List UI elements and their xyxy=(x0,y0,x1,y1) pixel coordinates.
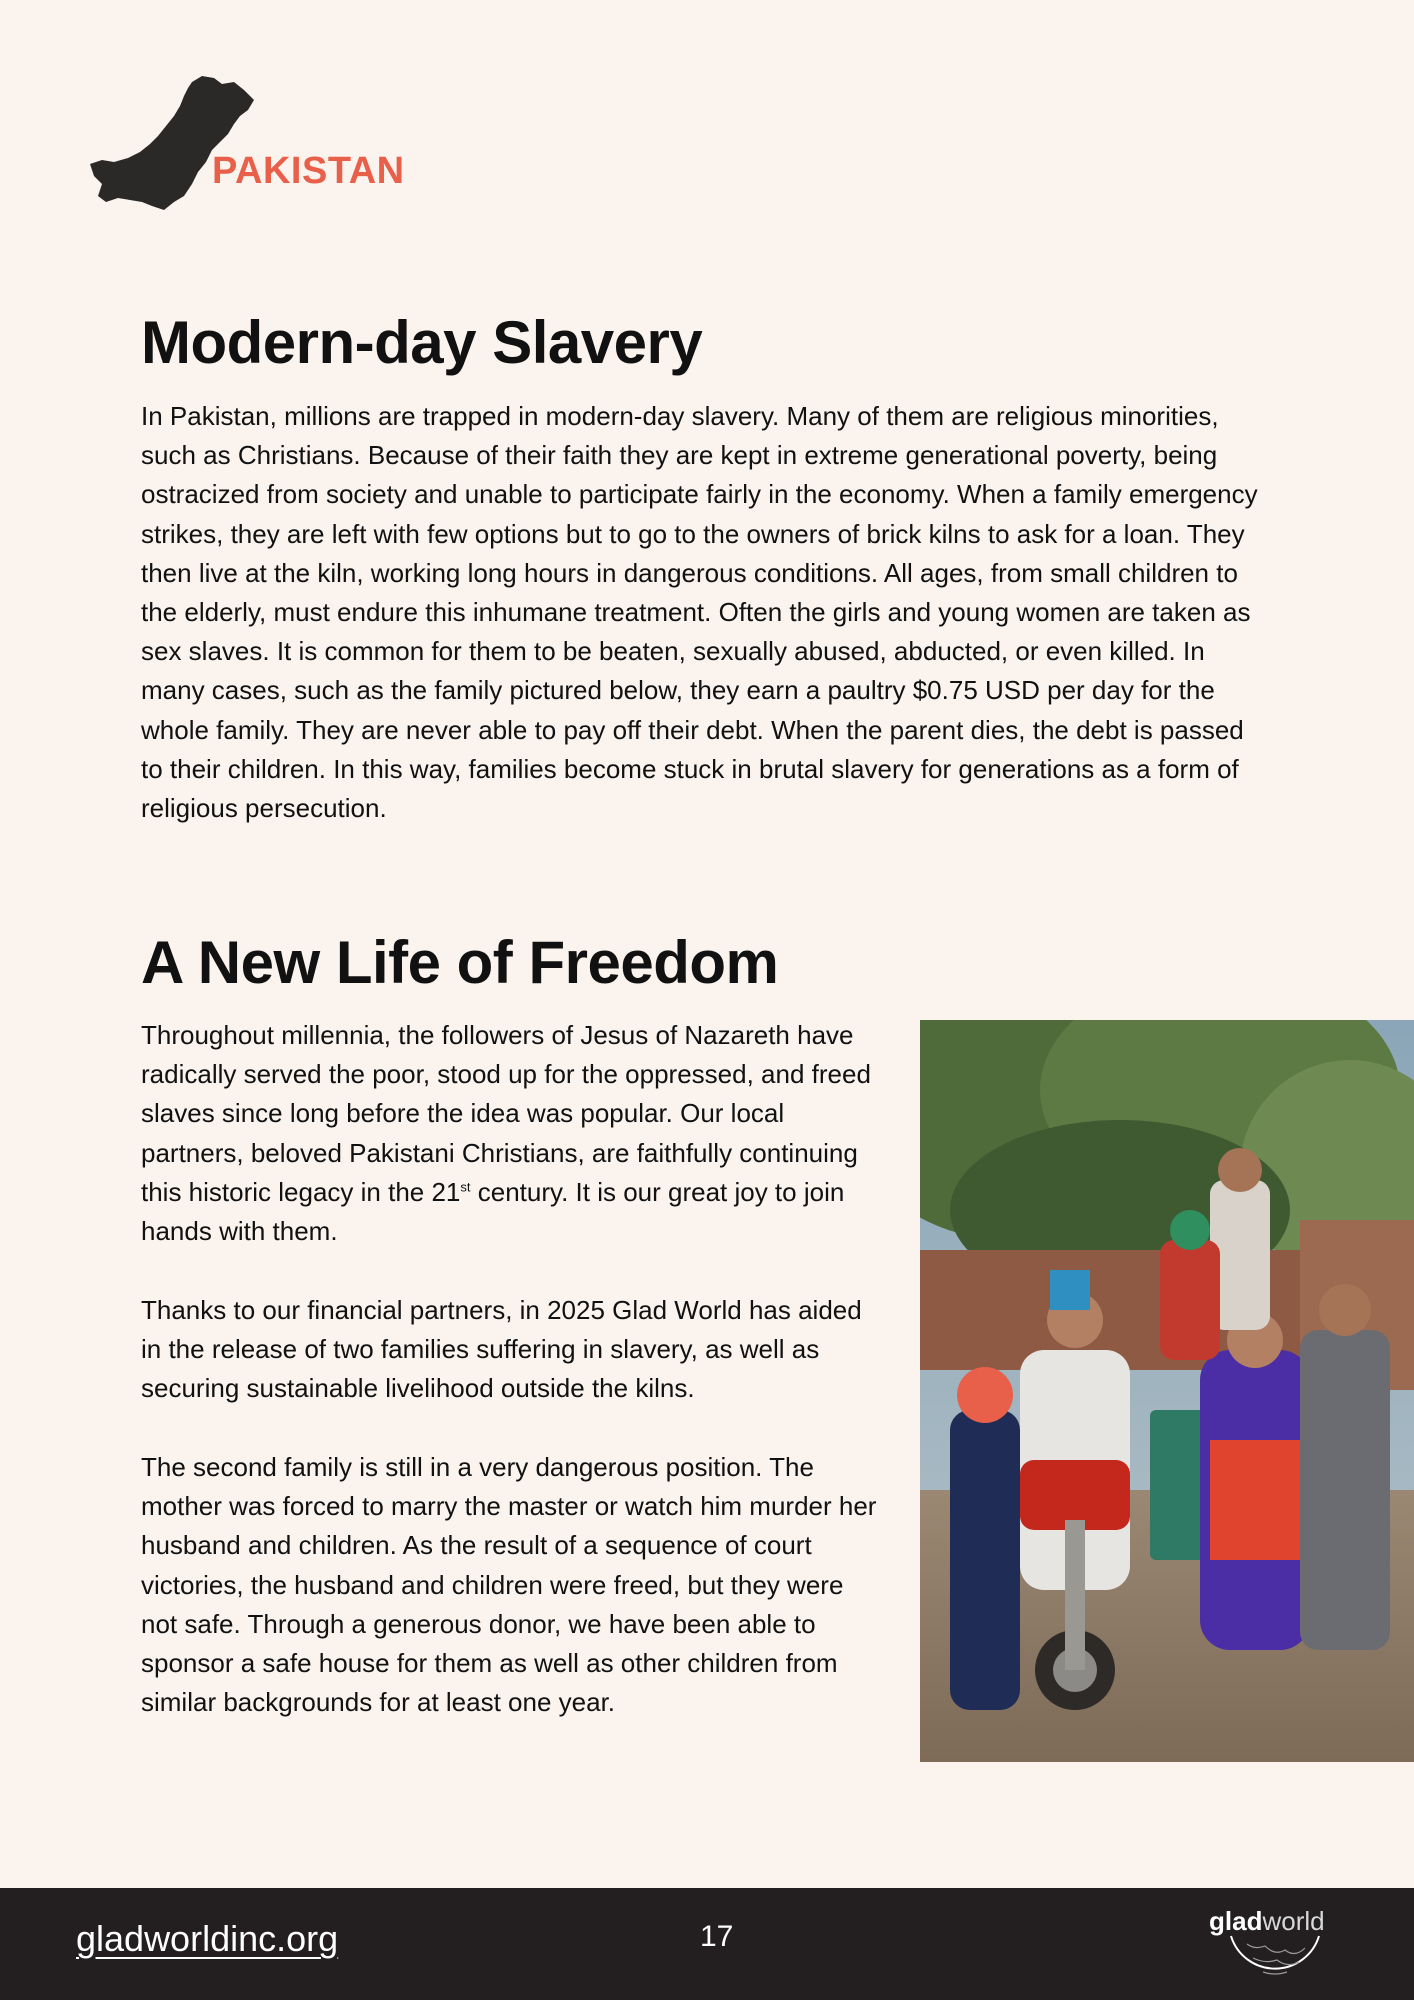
freedom-paragraph-2 xyxy=(141,1291,881,1409)
family-photo xyxy=(920,1020,1414,1762)
freedom-paragraph-1-text-a: Throughout millennia, the followers of Jesus of Nazareth have radically served the poor, stood up for the oppressed, and freed slaves since long before the idea was popular. Our local partners, beloved Pakistani Christians, are faithfully continuing this historic legacy in the 21 xyxy=(141,1020,871,1207)
logo-wordmark-light: world xyxy=(1262,1906,1325,1936)
country-header xyxy=(88,72,428,212)
gladworld-logo xyxy=(1205,1906,1355,1988)
country-name: PAKISTAN xyxy=(212,150,405,192)
logo-wordmark-bold: glad xyxy=(1209,1906,1263,1936)
page-number: 17 xyxy=(700,1920,734,1953)
page-footer xyxy=(0,1888,1414,2000)
family-photo-illustration xyxy=(920,1020,1414,1762)
freedom-paragraph-1 xyxy=(141,1016,881,1251)
freedom-paragraph-3-text: The second family is still in a very dangerous position. The mother was forced to marry the master or watch him murder her husband and children. As the result of a sequence of court victories, the husband and children were freed, but they were not safe. Through a generous donor, we have been able to sponsor a safe house for them as well as other children from similar backgrounds for at least one year. xyxy=(141,1452,877,1718)
ordinal-suffix: st xyxy=(460,1179,471,1195)
logo-wordmark xyxy=(1209,1906,1325,1937)
globe-icon xyxy=(1225,1934,1325,1988)
freedom-paragraph-2-text: Thanks to our financial partners, in 2025 Glad World has aided in the release of two families suffering in slavery, as well as securing sustainable livelihood outside the kilns. xyxy=(141,1295,862,1404)
website-link[interactable]: gladworldinc.org xyxy=(76,1918,339,1959)
freedom-paragraph-3 xyxy=(141,1448,881,1722)
section-title-slavery: Modern-day Slavery xyxy=(141,309,703,376)
slavery-paragraph: In Pakistan, millions are trapped in modern-day slavery. Many of them are religious minorities, such as Christians. Because of their faith they are kept in extreme generational poverty, being ostracized from society and unable to participate fairly in the economy. When a family emergency strikes, they are left with few options but to go to the owners of brick kilns to ask for a loan. They then live at the kiln, working long hours in dangerous conditions. All ages, from small children to the elderly, must endure this inhumane treatment. Often the girls and young women are taken as sex slaves. It is common for them to be beaten, sexually abused, abducted, or even killed. In many cases, such as the family pictured below, they earn a paultry $0.75 USD per day for the whole family. They are never able to pay off their debt. When the parent dies, the debt is passed to their children. In this way, families become stuck in brutal slavery for generations as a form of religious persecution. xyxy=(141,401,1258,824)
freedom-paragraph-1-text-b: century. It is our great joy to join hands with them. xyxy=(141,1176,845,1247)
section-title-freedom: A New Life of Freedom xyxy=(141,929,779,996)
